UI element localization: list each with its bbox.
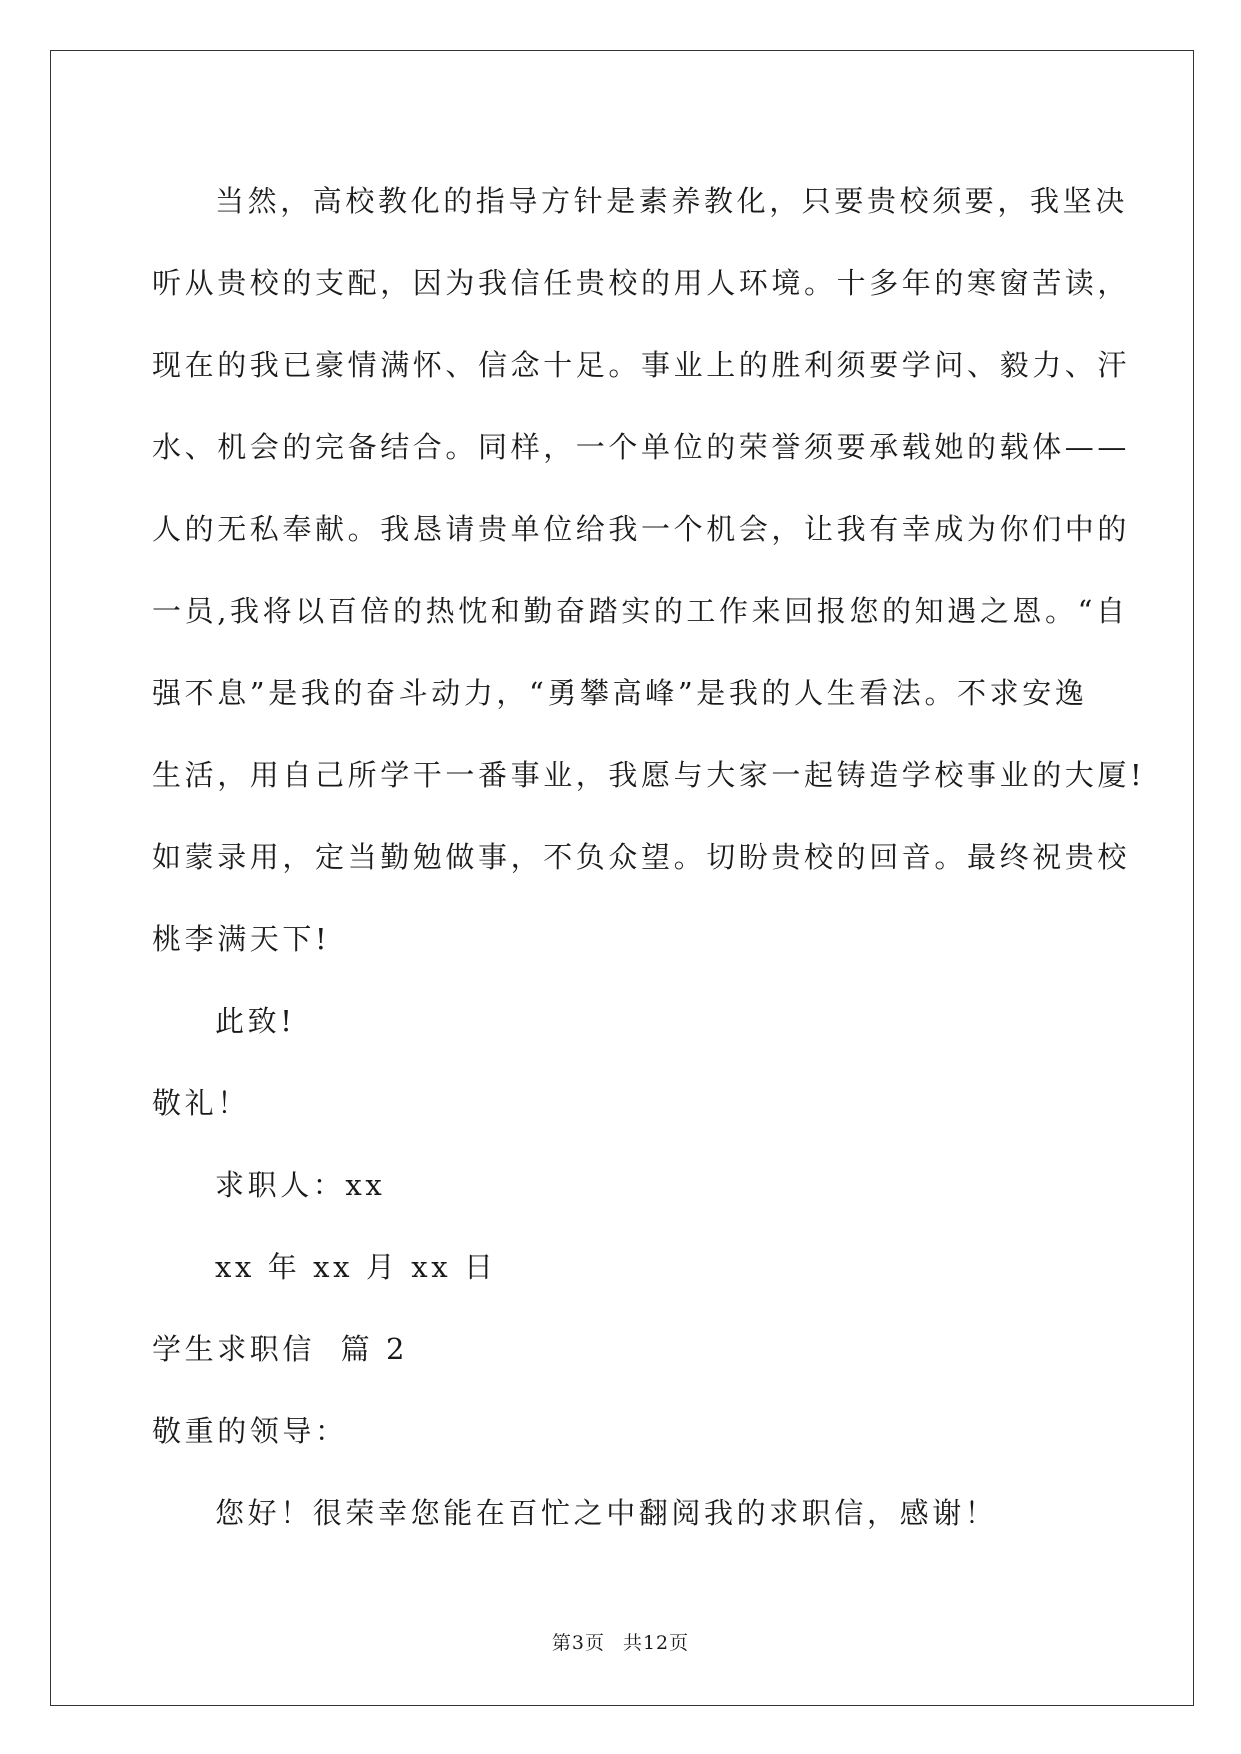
paragraph-line: 如蒙录用，定当勤勉做事，不负众望。切盼贵校的回音。最终祝贵校 — [152, 840, 1131, 874]
paragraph-line: 听从贵校的支配，因为我信任贵校的用人环境。十多年的寒窗苦读， — [152, 266, 1131, 300]
paragraph-line: 现在的我已豪情满怀、信念十足。事业上的胜利须要学问、毅力、汗 — [152, 348, 1131, 382]
page-number: 第3页 — [551, 1632, 605, 1654]
section-title: 学生求职信 篇 2 — [152, 1332, 409, 1366]
paragraph-line: 一员,我将以百倍的热忱和勤奋踏实的工作来回报您的知遇之恩。“自 — [152, 594, 1129, 628]
page-footer — [0, 1628, 1241, 1655]
document-body — [152, 160, 1146, 1554]
greeting-text: 敬重的领导： — [152, 1414, 348, 1448]
paragraph-line: 强不息”是我的奋斗动力，“勇攀高峰”是我的人生看法。不求安逸 — [152, 676, 1088, 710]
salute-text: 敬礼！ — [152, 1086, 250, 1120]
signer-text: 求职人：xx — [215, 1168, 386, 1202]
page-total: 共12页 — [622, 1632, 690, 1654]
closing-text: 此致! — [215, 1004, 296, 1038]
paragraph-line: 生活，用自己所学干一番事业，我愿与大家一起铸造学校事业的大厦! — [152, 758, 1146, 792]
opening-text: 您好！很荣幸您能在百忙之中翻阅我的求职信，感谢！ — [215, 1496, 998, 1530]
paragraph-line: 水、机会的完备结合。同样，一个单位的荣誉须要承载她的载体—— — [152, 430, 1131, 464]
paragraph-line: 人的无私奉献。我恳请贵单位给我一个机会，让我有幸成为你们中的 — [152, 512, 1131, 546]
paragraph-line: 当然，高校教化的指导方针是素养教化，只要贵校须要，我坚决 — [215, 184, 1128, 218]
date-text: xx 年 xx 月 xx 日 — [215, 1250, 497, 1284]
paragraph-line: 桃李满天下! — [152, 922, 331, 956]
